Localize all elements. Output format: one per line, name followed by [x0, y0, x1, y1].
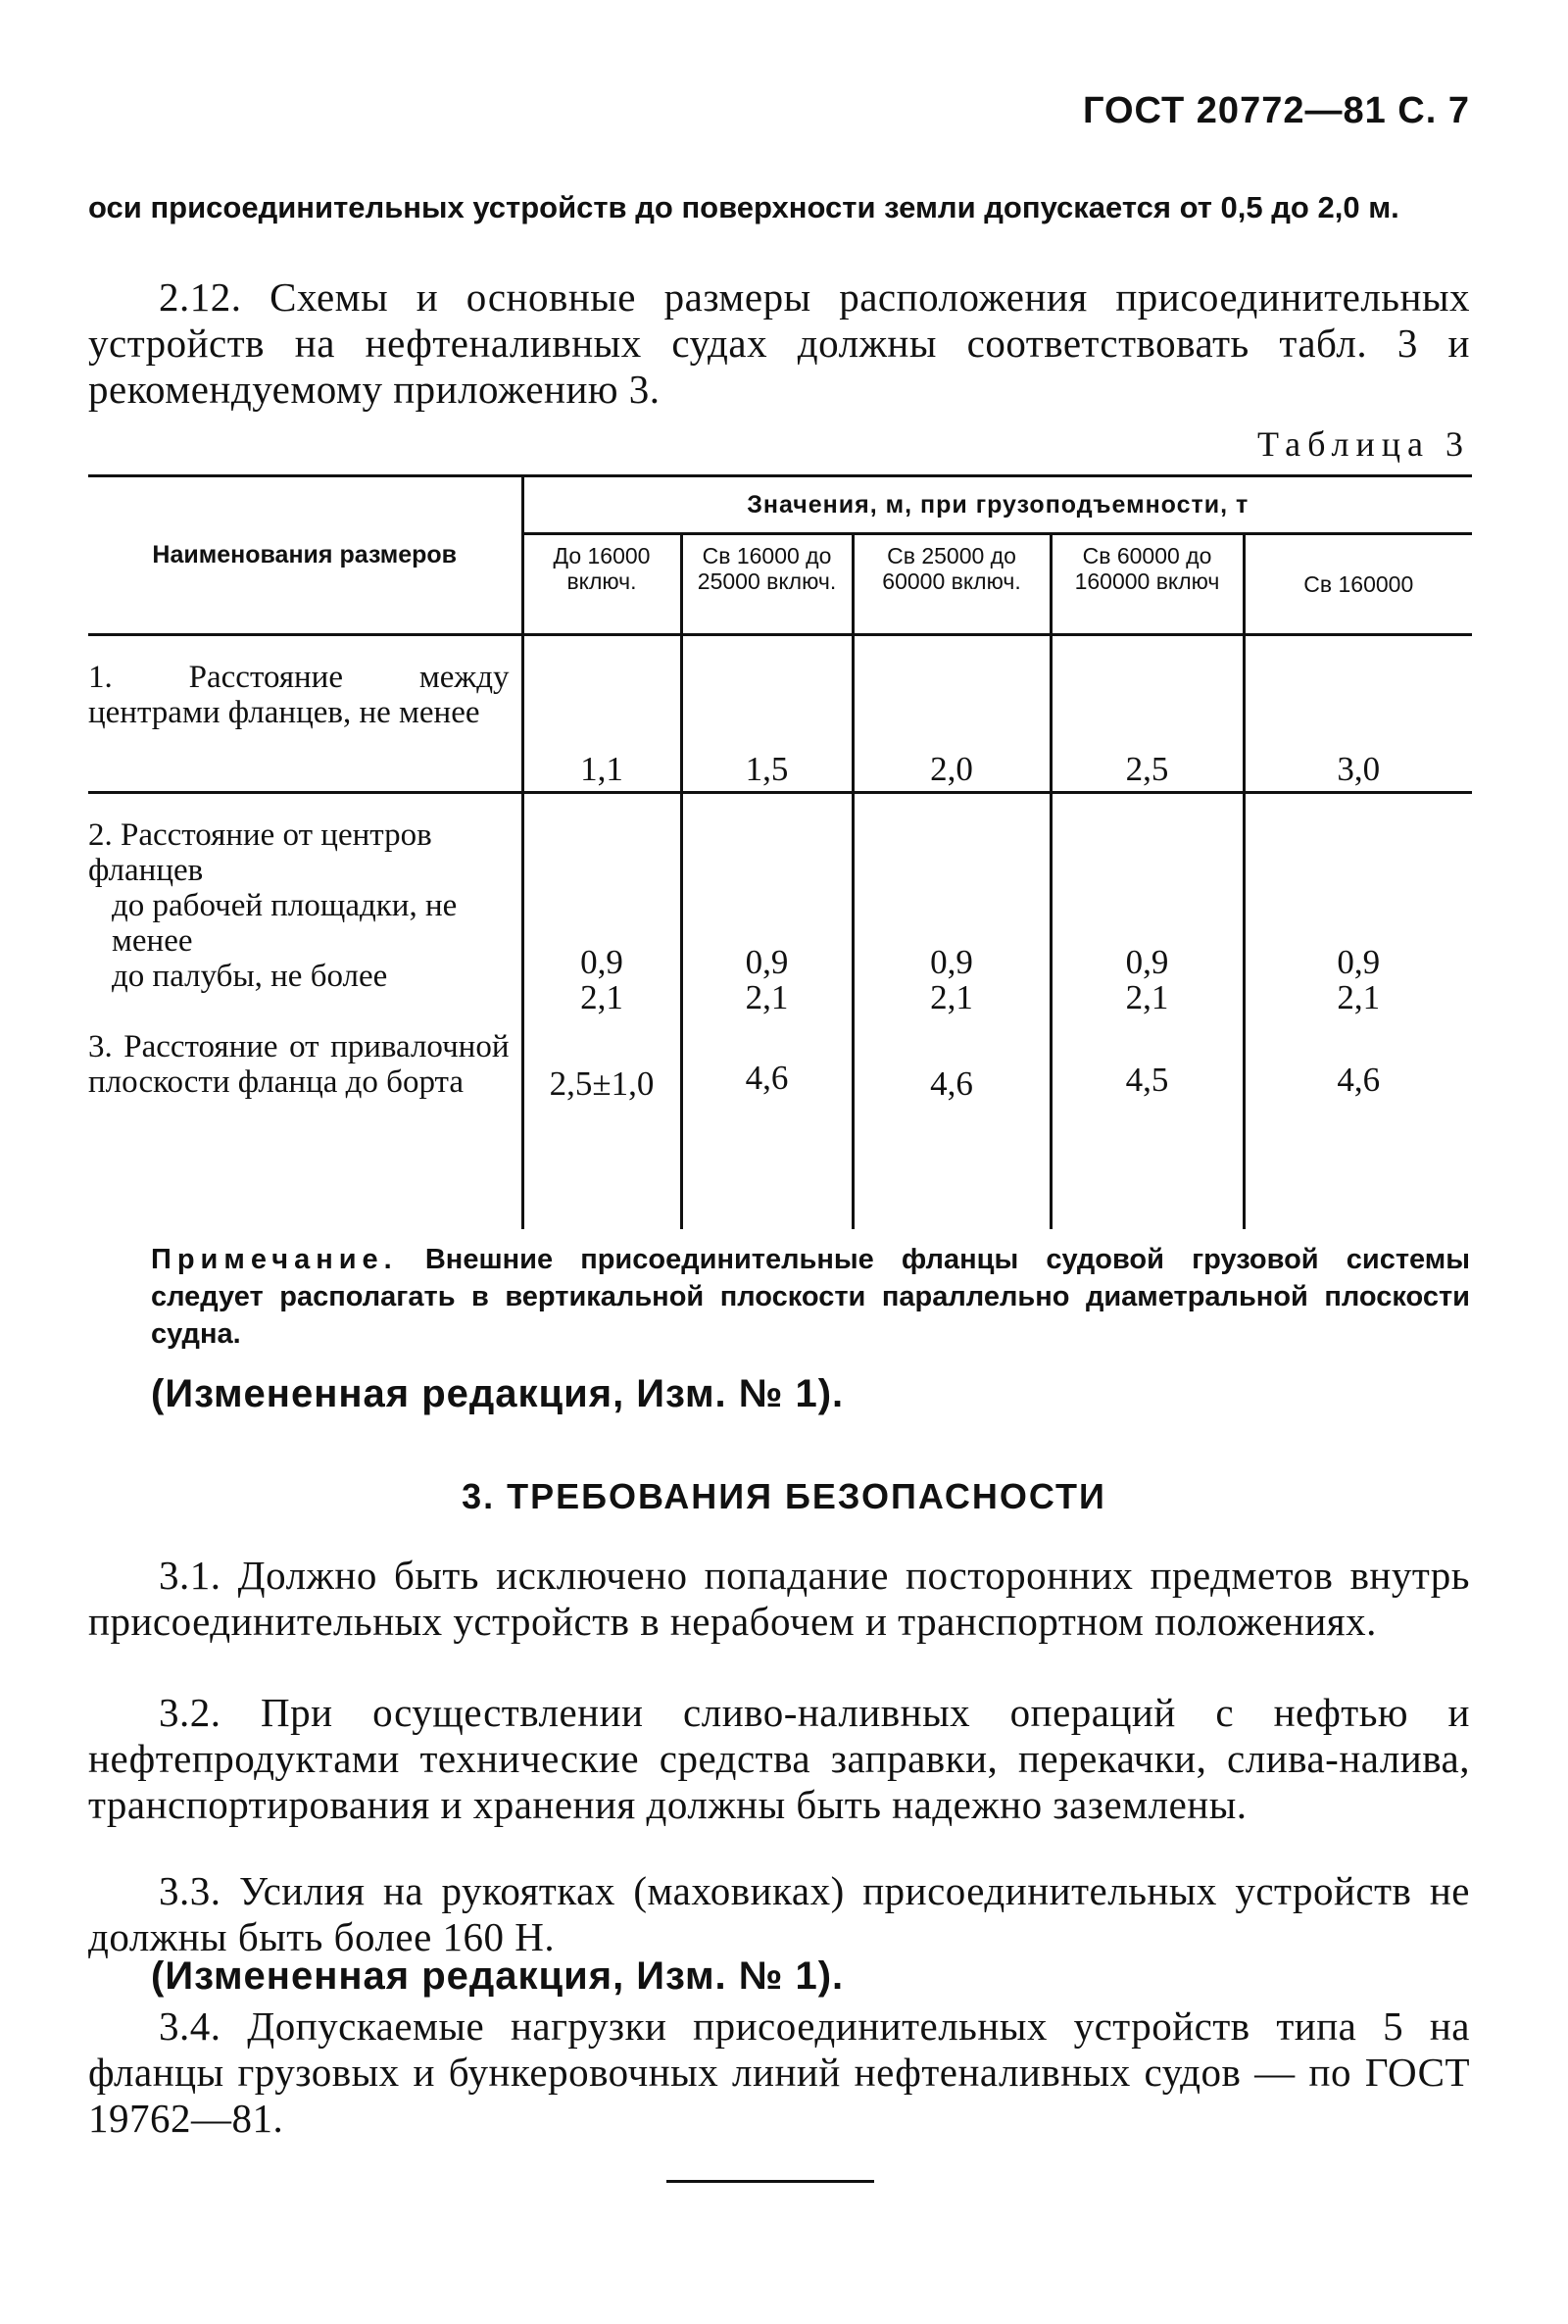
table-cell: 4,5: [1051, 1017, 1244, 1229]
table-name-header: Наименования размеров: [152, 541, 458, 569]
table-cell: 0,9: [745, 943, 789, 981]
table-note: [151, 1241, 1470, 1353]
table-cell: 0,9: [580, 943, 623, 981]
column-header: До 16000 включ.: [522, 534, 681, 635]
table-cell: 0,9: [1337, 943, 1381, 981]
table-cell: 2,1: [930, 978, 973, 1016]
row-sublabel: до рабочей площадки, не менее: [112, 888, 458, 959]
table-cell: 3,0: [1244, 635, 1472, 793]
table-cell: 0,9: [1125, 943, 1169, 981]
row-label: 3. Расстояние от привалочной плоскости фланца до борта: [88, 1029, 510, 1100]
table-row: [88, 793, 1472, 1018]
edit-note: (Измененная редакция, Изм. № 1).: [151, 1372, 845, 1415]
table-cell: 2,5: [1051, 635, 1244, 793]
table-3: [88, 474, 1472, 1229]
table-caption: Таблица 3: [1257, 424, 1470, 464]
table-row: [88, 635, 1472, 793]
edit-note: (Измененная редакция, Изм. № 1).: [151, 1954, 845, 1998]
intro-paragraph: оси присоединительных устройств до поверхности земли допускается от 0,5 до 2,0 м.: [88, 190, 1399, 224]
table-group-header: Значения, м, при грузоподъемности, т: [522, 476, 1472, 534]
paragraph-3-3: 3.3. Усилия на рукоятках (маховиках) присоединительных устройств не должны быть более 160 Н.: [88, 1868, 1470, 1959]
paragraph-3-1: 3.1. Должно быть исключено попадание посторонних предметов внутрь присоединительных устройств в нерабочем и транспортном положениях.: [88, 1553, 1470, 1644]
table-cell: 4,6: [853, 1017, 1051, 1229]
row-label: 1. Расстояние между центрами фланцев, не менее: [88, 660, 510, 730]
table-cell: 1,5: [681, 635, 853, 793]
section-title: 3. ТРЕБОВАНИЯ БЕЗОПАСНОСТИ: [462, 1476, 1106, 1516]
column-header: Св 16000 до 25000 включ.: [681, 534, 853, 635]
column-header: Св 60000 до 160000 включ: [1051, 534, 1244, 635]
table-cell: 2,1: [1125, 978, 1169, 1016]
end-rule: [666, 2180, 874, 2183]
page-header: ГОСТ 20772—81 С. 7: [1082, 90, 1470, 131]
row-sublabel: до палубы, не более: [112, 959, 388, 994]
note-label: Примечание.: [151, 1244, 398, 1275]
column-header: Св 160000: [1244, 534, 1472, 635]
column-header: Св 25000 до 60000 включ.: [853, 534, 1051, 635]
paragraph-3-2: 3.2. При осуществлении сливо-наливных операций с нефтью и нефтепродуктами технические средства заправки, перекачки, слива-налива, транспортирования и хранения должны быть надежно заземлены.: [88, 1690, 1470, 1827]
note-text: Внешние присоединительные фланцы судовой грузовой системы следует располагать в вертикальной плоскости параллельно диаметральной плоскости судна.: [151, 1244, 1470, 1350]
table-cell: 2,0: [853, 635, 1051, 793]
table-cell: 1,1: [522, 635, 681, 793]
table-row: [88, 1017, 1472, 1229]
table-cell: 4,6: [1244, 1017, 1472, 1229]
table-cell: 2,1: [745, 978, 789, 1016]
row-label: 2. Расстояние от центров фланцев: [88, 817, 432, 888]
table-cell: 2,1: [1337, 978, 1381, 1016]
paragraph-3-4: 3.4. Допускаемые нагрузки присоединительных устройств типа 5 на фланцы грузовых и бункеровочных линий нефтеналивных судов — по ГОСТ 19762—81.: [88, 2003, 1470, 2141]
table-cell: 0,9: [930, 943, 973, 981]
table-cell: 2,5±1,0: [522, 1017, 681, 1229]
table-cell: 2,1: [580, 978, 623, 1016]
paragraph-2-12: 2.12. Схемы и основные размеры расположения присоединительных устройств на нефтеналивных судах должны соответствовать табл. 3 и рекомендуемому приложению 3.: [88, 274, 1470, 412]
table-cell: 4,6: [681, 1017, 853, 1229]
